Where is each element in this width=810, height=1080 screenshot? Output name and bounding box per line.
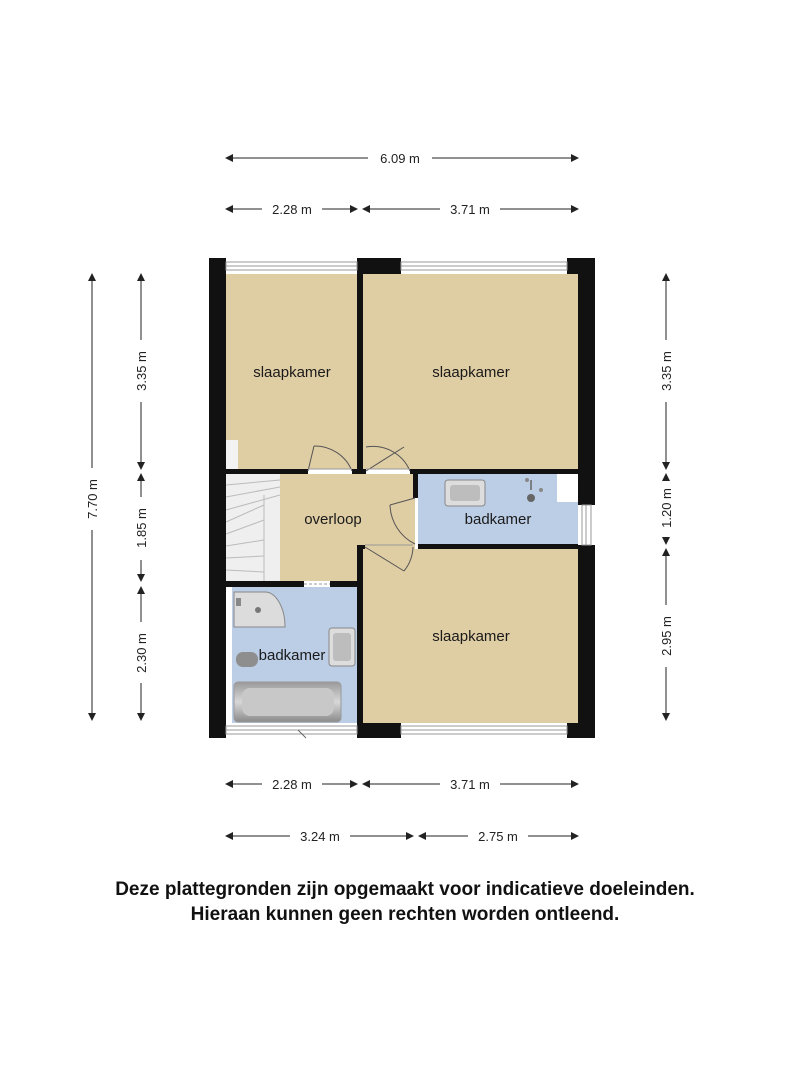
dim-left-top: 3.35 m <box>134 351 149 391</box>
bathroom-right-niche <box>557 474 578 502</box>
dim-left-total: 7.70 m <box>85 479 100 519</box>
dim-top-total: 6.09 m <box>380 151 420 166</box>
label-bedroom-top-left: slaapkamer <box>253 364 331 381</box>
label-bathroom-right: badkamer <box>464 511 532 528</box>
wall-top-left-corner <box>209 258 226 274</box>
dim-bottom-right-1: 3.71 m <box>450 777 490 792</box>
wall-bedrooms-divider <box>357 274 363 470</box>
wall-under-top-left <box>226 469 308 474</box>
wall-bath-right-left <box>413 474 418 498</box>
disclaimer-line-1: Deze plattegronden zijn opgemaakt voor indicatieve doeleinden. <box>115 879 695 900</box>
wall-under-top-right <box>410 469 578 474</box>
stair-wall-light <box>226 440 238 469</box>
dim-bottom-right-2: 2.75 m <box>478 829 518 844</box>
wall-bath-right-bottom <box>418 544 578 549</box>
wall-under-top-center <box>352 469 366 474</box>
label-bedroom-top-right: slaapkamer <box>432 364 510 381</box>
wall-top-pillar <box>357 258 401 274</box>
wall-bottom-pillar <box>357 723 401 738</box>
dim-bottom-left-1: 2.28 m <box>272 777 312 792</box>
shower-drain-icon <box>527 494 535 502</box>
dim-right-mid: 1.20 m <box>659 488 674 528</box>
dim-top-right: 3.71 m <box>450 202 490 217</box>
wall-bottom-right-pillar <box>567 723 595 738</box>
dim-left-bottom: 2.30 m <box>134 633 149 673</box>
wall-top-right-pillar <box>567 258 595 274</box>
wall-landing-right-corner <box>357 545 365 549</box>
dim-top-left: 2.28 m <box>272 202 312 217</box>
stairs-area <box>226 474 280 581</box>
wall-bottom-bedroom-left <box>357 545 363 723</box>
dim-right-bottom: 2.95 m <box>659 616 674 656</box>
landing-floor-lower <box>280 545 358 581</box>
dim-left-mid: 1.85 m <box>134 508 149 548</box>
wall-landing-bottom-left <box>226 581 304 587</box>
disclaimer-line-2: Hieraan kunnen geen rechten worden ontleend. <box>190 904 620 925</box>
toilet-icon <box>236 652 258 667</box>
wall-outer-right-top <box>578 258 595 505</box>
dim-bottom-left-2: 3.24 m <box>300 829 340 844</box>
label-bathroom-left: badkamer <box>258 647 326 664</box>
label-bedroom-bottom-right: slaapkamer <box>432 628 510 645</box>
label-landing: overloop <box>304 511 362 528</box>
dim-right-top: 3.35 m <box>659 351 674 391</box>
bathroom-right-floor <box>418 474 578 544</box>
wall-outer-left <box>209 258 226 738</box>
wall-outer-right-bottom <box>578 545 595 738</box>
